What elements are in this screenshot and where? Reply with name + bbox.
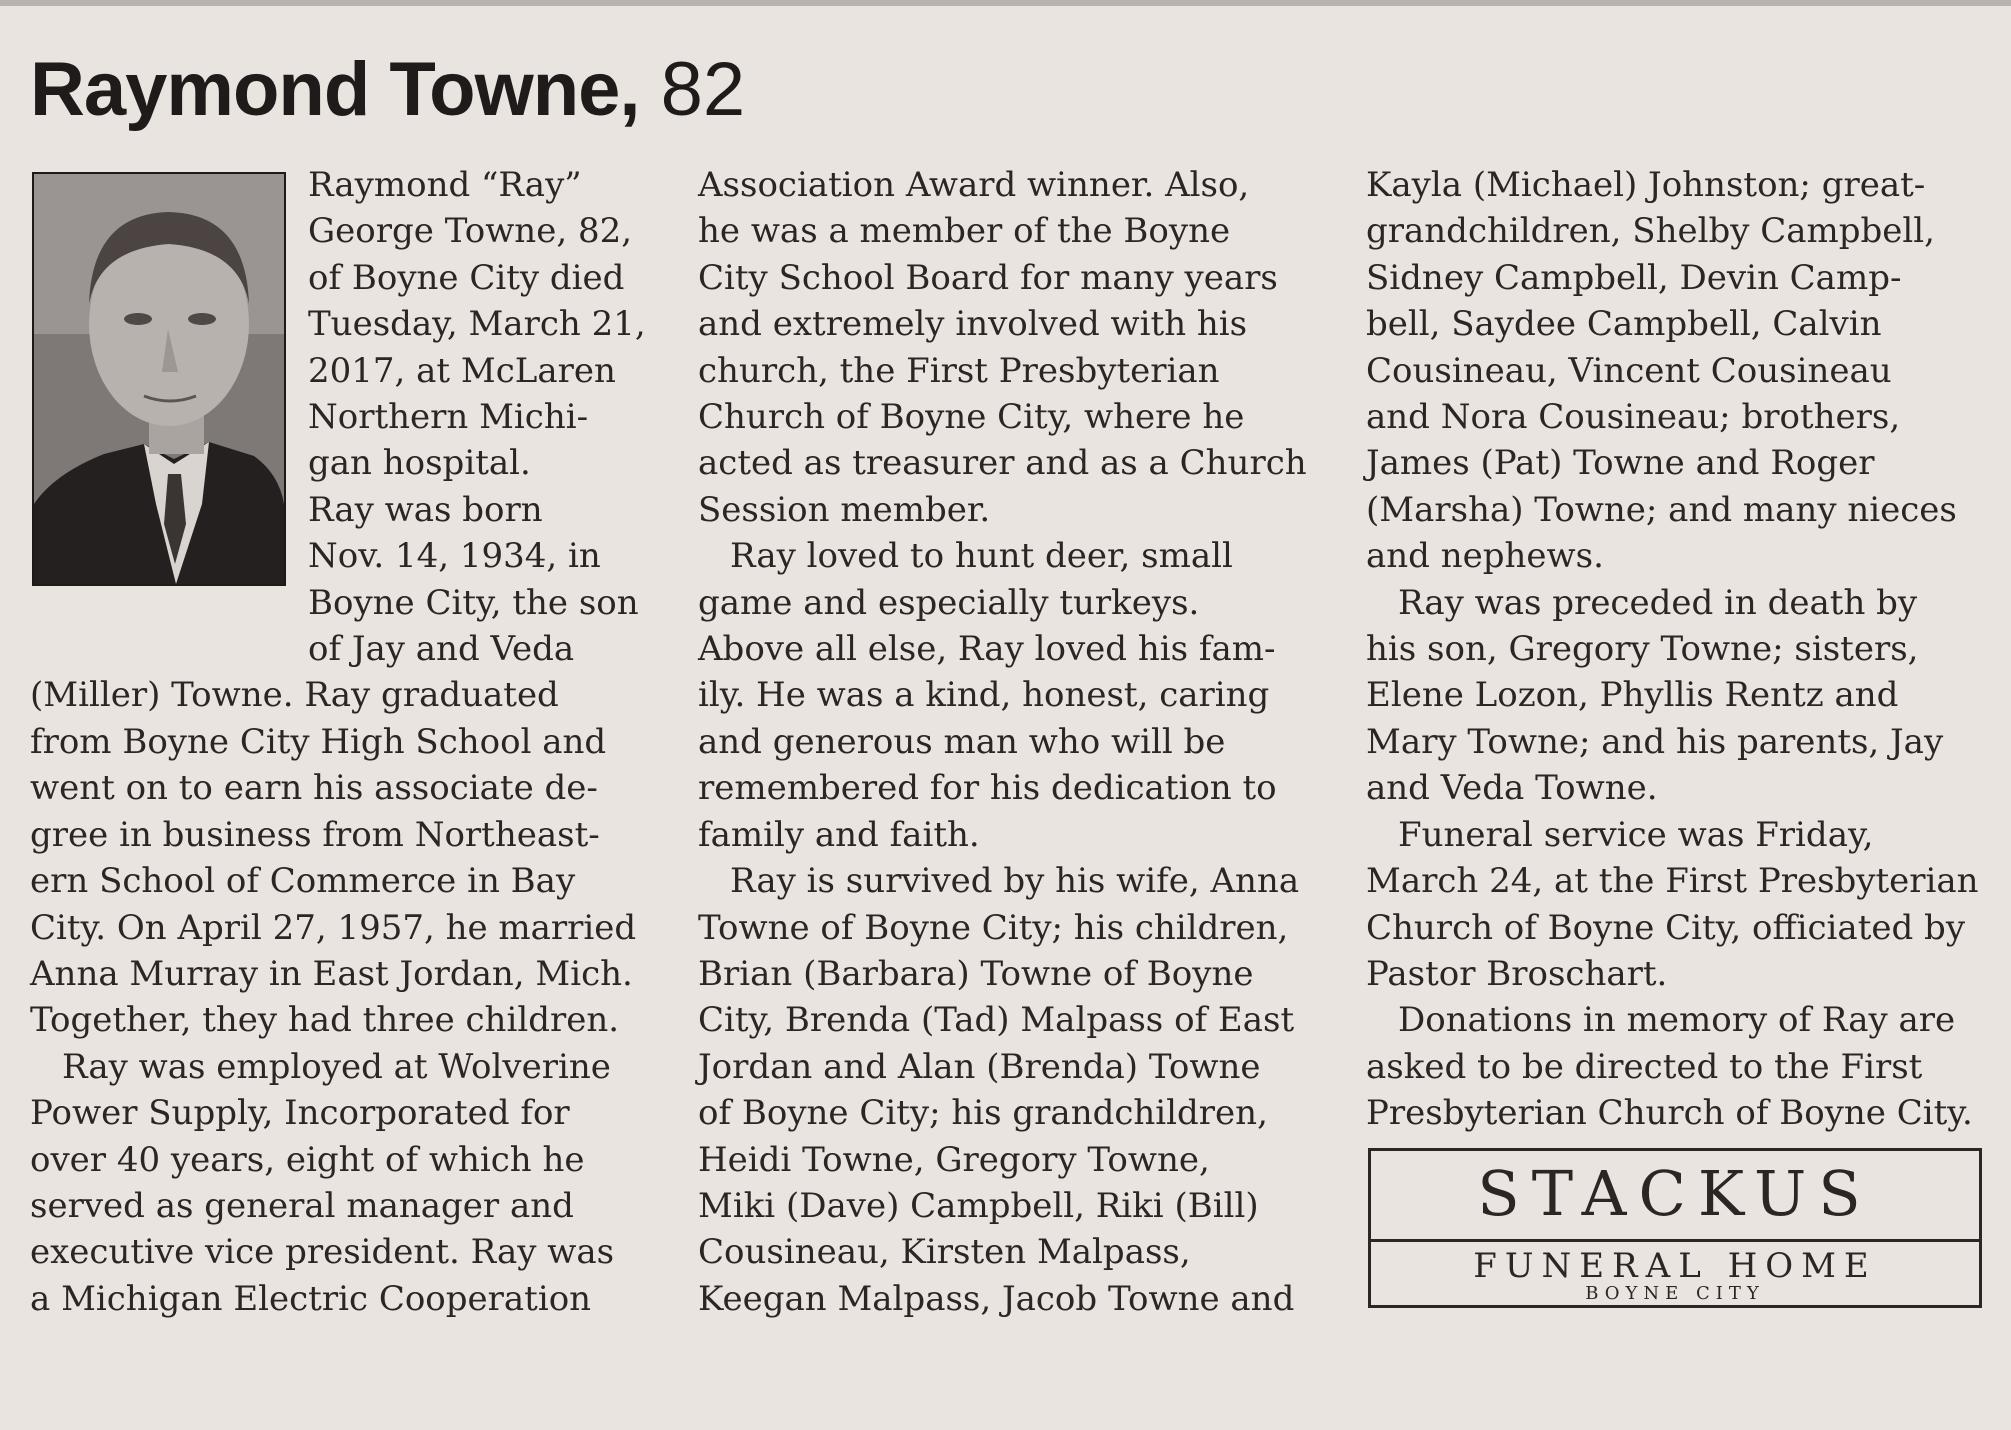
text-line: of Jay and Veda bbox=[308, 629, 575, 670]
text-line: City. On April 27, 1957, he married bbox=[30, 907, 637, 948]
text-line: Above all else, Ray loved his fam- bbox=[698, 629, 1276, 670]
text-line: Towne of Boyne City; his children, bbox=[698, 907, 1289, 948]
text-line: Pastor Broschart. bbox=[1366, 953, 1668, 994]
top-rule bbox=[0, 0, 2011, 6]
text-line: Power Supply, Incorporated for bbox=[30, 1093, 570, 1134]
column-2 bbox=[698, 162, 1338, 1322]
text-line: church, the First Presbyterian bbox=[698, 350, 1220, 391]
text-line: James (Pat) Towne and Roger bbox=[1366, 443, 1875, 484]
text-line: Association Award winner. Also, bbox=[698, 165, 1250, 205]
text-line: Church of Boyne City, where he bbox=[698, 397, 1245, 438]
text-line: Tuesday, March 21, bbox=[308, 304, 646, 345]
text-line: he was a member of the Boyne bbox=[698, 211, 1231, 252]
text-line: his son, Gregory Towne; sisters, bbox=[1366, 629, 1919, 670]
text-line: George Towne, 82, bbox=[308, 211, 633, 252]
text-line: 2017, at McLaren bbox=[308, 350, 616, 391]
headline-name: Raymond Towne, bbox=[30, 47, 640, 132]
text-line: Jordan and Alan (Brenda) Towne bbox=[698, 1046, 1261, 1087]
text-line: gan hospital. bbox=[308, 443, 531, 484]
text-line: a Michigan Electric Cooperation bbox=[30, 1278, 592, 1319]
text-line: and generous man who will be bbox=[698, 721, 1226, 762]
text-line: went on to earn his associate de- bbox=[30, 768, 598, 809]
text-line: (Marsha) Towne; and many nieces bbox=[1366, 489, 1957, 530]
text-line: Heidi Towne, Gregory Towne, bbox=[698, 1139, 1210, 1180]
text-line: bell, Saydee Campbell, Calvin bbox=[1366, 304, 1882, 345]
funeral-home-subtitle: FUNERAL HOME bbox=[1473, 1246, 1877, 1286]
text-line: Ray was employed at Wolverine bbox=[62, 1046, 611, 1087]
text-line: City, Brenda (Tad) Malpass of East bbox=[698, 1000, 1295, 1041]
divider bbox=[1371, 1239, 1979, 1242]
text-line: Boyne City, the son bbox=[308, 582, 639, 623]
funeral-home-city: BOYNE CITY bbox=[1585, 1283, 1765, 1304]
text-line: grandchildren, Shelby Campbell, bbox=[1366, 211, 1935, 252]
text-line: Ray is survived by his wife, Anna bbox=[730, 861, 1300, 902]
text-line: Kayla (Michael) Johnston; great- bbox=[1366, 165, 1926, 205]
text-line: and Nora Cousineau; brothers, bbox=[1366, 397, 1901, 438]
text-line: family and faith. bbox=[698, 814, 980, 855]
text-line: Donations in memory of Ray are bbox=[1398, 1000, 1956, 1041]
text-line: and Veda Towne. bbox=[1366, 768, 1658, 809]
text-line: ern School of Commerce in Bay bbox=[30, 861, 576, 902]
text-line: (Miller) Towne. Ray graduated bbox=[30, 675, 559, 716]
text-line: game and especially turkeys. bbox=[698, 582, 1200, 623]
text-line: executive vice president. Ray was bbox=[30, 1232, 615, 1273]
text-line: acted as treasurer and as a Church bbox=[698, 443, 1307, 484]
text-line: asked to be directed to the First bbox=[1366, 1046, 1923, 1087]
text-line: Presbyterian Church of Boyne City. bbox=[1366, 1093, 1973, 1134]
text-line: of Boyne City died bbox=[308, 257, 625, 298]
text-line: Cousineau, Kirsten Malpass, bbox=[698, 1232, 1191, 1273]
text-line: remembered for his dedication to bbox=[698, 768, 1277, 809]
text-line: Nov. 14, 1934, in bbox=[308, 536, 601, 577]
text-line: of Boyne City; his grandchildren, bbox=[698, 1093, 1268, 1134]
text-line: Ray was born bbox=[308, 489, 543, 530]
text-line: and extremely involved with his bbox=[698, 304, 1248, 345]
text-line: and nephews. bbox=[1366, 536, 1604, 577]
text-line: Keegan Malpass, Jacob Towne and bbox=[698, 1278, 1295, 1319]
text-line: Mary Towne; and his parents, Jay bbox=[1366, 721, 1944, 762]
text-line: Ray loved to hunt deer, small bbox=[730, 536, 1233, 577]
text-line: ily. He was a kind, honest, caring bbox=[698, 675, 1270, 716]
text-line: served as general manager and bbox=[30, 1185, 574, 1226]
text-line: March 24, at the First Presbyterian bbox=[1366, 861, 1979, 902]
text-line: Cousineau, Vincent Cousineau bbox=[1366, 350, 1892, 391]
text-line: City School Board for many years bbox=[698, 257, 1278, 298]
text-line: Raymond “Ray” bbox=[308, 165, 582, 205]
text-line: Sidney Campbell, Devin Camp- bbox=[1366, 257, 1902, 298]
text-line: from Boyne City High School and bbox=[30, 721, 607, 762]
text-line: over 40 years, eight of which he bbox=[30, 1139, 585, 1180]
text-line: Church of Boyne City, officiated by bbox=[1366, 907, 1966, 948]
column-3 bbox=[1366, 162, 1991, 1137]
text-line: Brian (Barbara) Towne of Boyne bbox=[698, 953, 1254, 994]
text-line: Funeral service was Friday, bbox=[1398, 814, 1874, 855]
text-line: Session member. bbox=[698, 489, 991, 530]
text-line: Miki (Dave) Campbell, Riki (Bill) bbox=[698, 1185, 1259, 1226]
text-line: Northern Michi- bbox=[308, 397, 589, 438]
text-line: Anna Murray in East Jordan, Mich. bbox=[30, 953, 633, 994]
obituary-headline bbox=[30, 47, 746, 132]
headline-age: 82 bbox=[660, 47, 746, 132]
text-line: Elene Lozon, Phyllis Rentz and bbox=[1366, 675, 1899, 716]
funeral-home-name: STACKUS bbox=[1477, 1157, 1873, 1230]
column-1 bbox=[30, 162, 690, 1322]
funeral-home-logo bbox=[1368, 1148, 1982, 1308]
text-line: Together, they had three children. bbox=[30, 1000, 620, 1041]
text-line: Ray was preceded in death by bbox=[1398, 582, 1918, 623]
text-line: gree in business from Northeast- bbox=[30, 814, 600, 855]
